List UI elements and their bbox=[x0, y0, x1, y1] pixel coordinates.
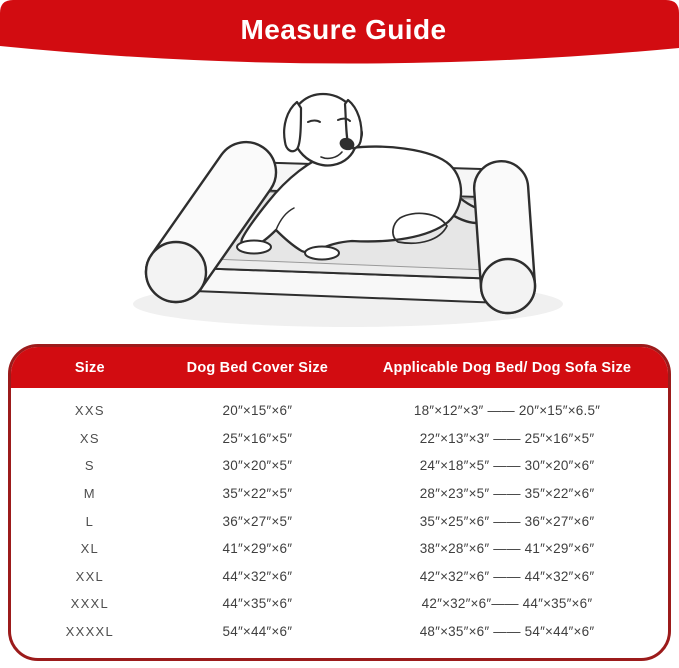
left-bolster-endcap bbox=[146, 242, 206, 302]
applicable-size-value: 48″×35″×6″ —— 54″×44″×6″ bbox=[419, 624, 595, 640]
table-row bbox=[11, 452, 668, 480]
column-header-cover-size: Dog Bed Cover Size bbox=[186, 359, 329, 376]
cover-size-value: 30″×20″×5″ bbox=[222, 458, 293, 474]
page-title: Measure Guide bbox=[240, 14, 447, 45]
applicable-size-value: 42″×32″×6″ —— 44″×32″×6″ bbox=[419, 568, 595, 584]
applicable-size-value: 24″×18″×5″ —— 30″×20″×6″ bbox=[419, 458, 595, 474]
table-header-row bbox=[11, 347, 668, 388]
size-label: M bbox=[83, 486, 96, 502]
table-row bbox=[11, 480, 668, 508]
cover-size-value: 44″×35″×6″ bbox=[222, 596, 293, 612]
dog-bed-illustration bbox=[0, 60, 679, 330]
dog-ear-left bbox=[284, 102, 301, 151]
dog-front-paw-right bbox=[305, 247, 339, 260]
table-row bbox=[11, 397, 668, 425]
cover-size-value: 44″×32″×6″ bbox=[222, 568, 293, 584]
size-table bbox=[8, 344, 671, 661]
table-row bbox=[11, 590, 668, 618]
size-label: XXL bbox=[75, 568, 105, 584]
size-label: XL bbox=[80, 541, 100, 557]
size-label: XS bbox=[79, 430, 100, 446]
applicable-size-value: 28″×23″×5″ —— 35″×22″×6″ bbox=[419, 486, 595, 502]
table-row bbox=[11, 563, 668, 591]
size-label: XXS bbox=[74, 403, 105, 419]
table-row bbox=[11, 425, 668, 453]
applicable-size-value: 18″×12″×3″ —— 20″×15″×6.5″ bbox=[413, 403, 601, 419]
size-label: L bbox=[85, 513, 95, 529]
cover-size-value: 54″×44″×6″ bbox=[222, 624, 293, 640]
right-bolster-endcap bbox=[481, 259, 535, 313]
cover-size-value: 41″×29″×6″ bbox=[222, 541, 293, 557]
table-row bbox=[11, 535, 668, 563]
table-body bbox=[11, 388, 668, 645]
cover-size-value: 20″×15″×6″ bbox=[222, 403, 293, 419]
cover-size-value: 36″×27″×5″ bbox=[222, 513, 293, 529]
applicable-size-value: 38″×28″×6″ —— 41″×29″×6″ bbox=[419, 541, 595, 557]
size-label: XXXXL bbox=[65, 624, 115, 640]
size-label: XXXL bbox=[70, 596, 110, 612]
size-label: S bbox=[84, 458, 95, 474]
table-row bbox=[11, 618, 668, 646]
dog-front-paw-left bbox=[237, 241, 271, 254]
table-row bbox=[11, 507, 668, 535]
applicable-size-value: 22″×13″×3″ —— 25″×16″×5″ bbox=[419, 430, 595, 446]
dog-on-bed-drawing bbox=[0, 60, 679, 330]
applicable-size-value: 42″×32″×6″—— 44″×35″×6″ bbox=[421, 596, 593, 612]
column-header-size: Size bbox=[74, 359, 105, 376]
cover-size-value: 25″×16″×5″ bbox=[222, 430, 293, 446]
column-header-applicable: Applicable Dog Bed/ Dog Sofa Size bbox=[382, 359, 632, 376]
applicable-size-value: 35″×25″×6″ —— 36″×27″×6″ bbox=[419, 513, 595, 529]
cover-size-value: 35″×22″×5″ bbox=[222, 486, 293, 502]
